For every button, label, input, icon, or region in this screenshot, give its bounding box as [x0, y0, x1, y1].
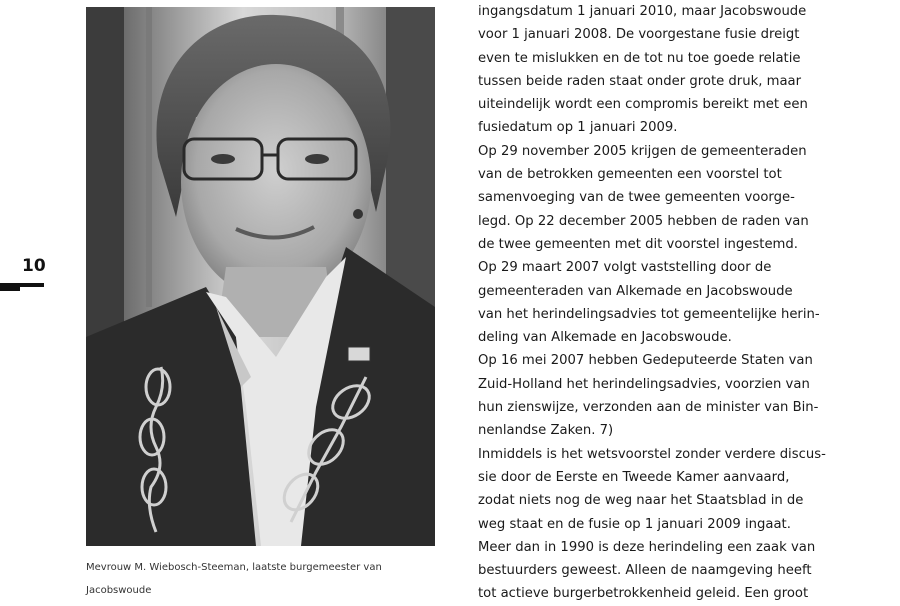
body-text-line: deling van Alkemade en Jacobswoude.	[478, 330, 732, 346]
body-text-line: ingangsdatum 1 januari 2010, maar Jacobswoude	[478, 4, 807, 19]
body-text-line: tot actieve burgerbetrokkenheid geleid. Een groot	[478, 586, 809, 602]
body-text-line: sie door de Eerste en Tweede Kamer aanvaard,	[478, 469, 790, 485]
body-text-line: Op 29 november 2005 krijgen de gemeenteraden	[478, 143, 807, 159]
page-number-rule	[0, 283, 44, 287]
body-text-line: Inmiddels is het wetsvoorstel zonder verdere discus-	[478, 446, 826, 462]
body-text-line: van het herindelingsadvies tot gemeentelijke herin-	[478, 306, 820, 322]
body-text-line: bestuurders geweest. Alleen de naamgeving heeft	[478, 563, 812, 579]
body-text-line: hun zienswijze, verzonden aan de minister van Bin-	[478, 400, 819, 416]
body-text-line: voor 1 januari 2008. De voorgestane fusie dreigt	[478, 27, 800, 43]
caption-line: Mevrouw M. Wiebosch-Steeman, laatste burgemeester van	[86, 562, 382, 573]
photo-caption	[86, 556, 446, 602]
portrait-photo	[86, 7, 435, 546]
body-text-column	[478, 0, 898, 606]
body-text-line: legd. Op 22 december 2005 hebben de raden van	[478, 213, 809, 229]
body-text-line: gemeenteraden van Alkemade en Jacobswoude	[478, 283, 793, 299]
body-text-line: zodat niets nog de weg naar het Staatsblad in de	[478, 493, 804, 509]
body-text-line: Op 29 maart 2007 volgt vaststelling door de	[478, 260, 772, 276]
body-text-line: even te mislukken en de tot nu toe goede relatie	[478, 50, 801, 66]
page-number: 10	[22, 256, 46, 276]
body-text-line: de twee gemeenten met dit voorstel ingestemd.	[478, 236, 798, 252]
body-text-line: samenvoeging van de twee gemeenten voorge-	[478, 190, 795, 206]
body-text-line: weg staat en de fusie op 1 januari 2009 ingaat.	[478, 516, 791, 532]
body-text-line: tussen beide raden staat onder grote druk, maar	[478, 73, 802, 89]
body-text-line: Op 16 mei 2007 hebben Gedeputeerde Staten van	[478, 353, 813, 369]
body-text-line: uiteindelijk wordt een compromis bereikt met een	[478, 97, 808, 113]
body-text-line: fusiedatum op 1 januari 2009.	[478, 120, 678, 136]
body-text-line: van de betrokken gemeenten een voorstel tot	[478, 167, 782, 183]
body-text-line: Zuid-Holland het herindelingsadvies, voorzien van	[478, 376, 810, 392]
body-text-line: Meer dan in 1990 is deze herindeling een zaak van	[478, 539, 816, 555]
caption-line: Jacobswoude	[86, 585, 152, 596]
body-text-line: nenlandse Zaken. 7)	[478, 423, 614, 439]
